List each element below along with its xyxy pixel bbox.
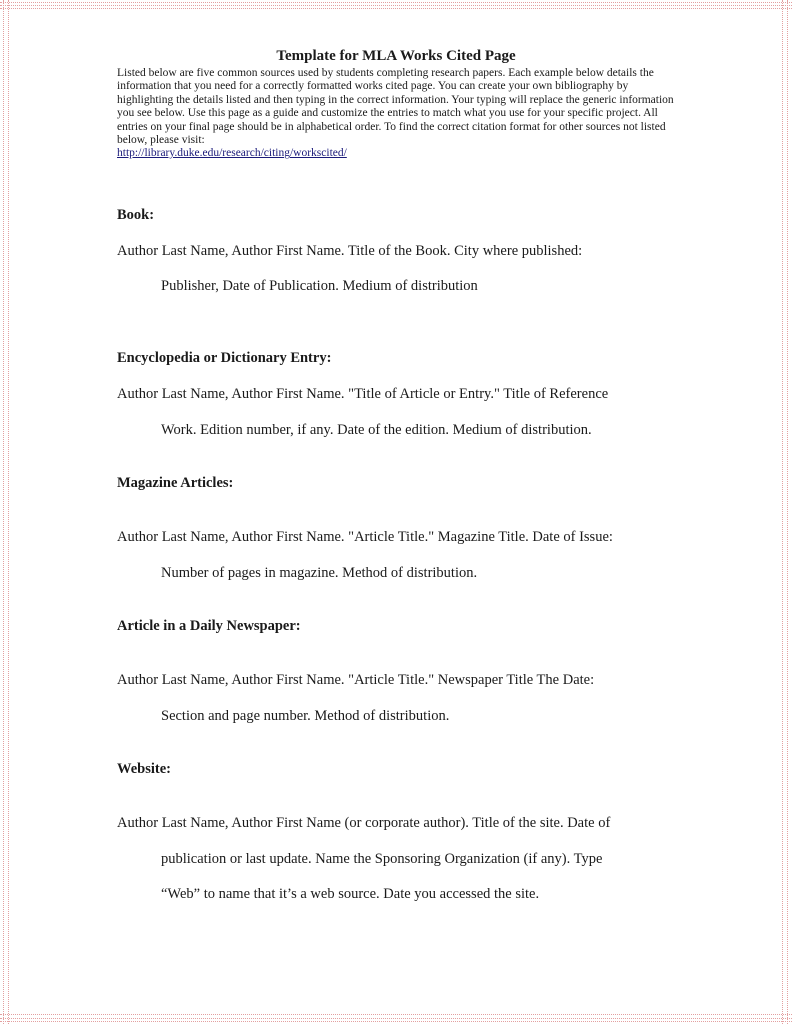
website-entry-line-3: “Web” to name that it’s a web source. Date you accessed the site. (161, 886, 540, 902)
book-entry-line-1: Author Last Name, Author First Name. Title of the Book. City where published: (117, 243, 583, 259)
encyclopedia-entry-line-1: Author Last Name, Author First Name. "Title of Article or Entry." Title of Reference (117, 386, 609, 402)
intro-text: Listed below are five common sources used by students completing research papers. Each example below details the information that you need for a correctly formatted works cited page. You can create your own bibliography by highlighting the details listed and then typing in the correct information. Your typing will replace the generic information you see below. Use this page as a guide and customize the entries to match what you use for your specific project. All entries on your final page should be in alphabetical order. To find the correct citation format for other sources not listed below, please visit: (117, 67, 674, 147)
bottom-grid-margin (0, 1014, 792, 1023)
page-title: Template for MLA Works Cited Page (276, 48, 516, 64)
section-heading-magazine: Magazine Articles: (117, 475, 234, 491)
section-heading-encyclopedia: Encyclopedia or Dictionary Entry: (117, 350, 332, 366)
right-grid-margin (782, 0, 791, 1024)
website-entry-line-1: Author Last Name, Author First Name (or corporate author). Title of the site. Date of (117, 815, 611, 831)
website-entry-line-2: publication or last update. Name the Sponsoring Organization (if any). Type (161, 851, 603, 867)
left-grid-margin (0, 0, 9, 1024)
section-heading-book: Book: (117, 207, 155, 223)
section-heading-website: Website: (117, 761, 171, 777)
newspaper-entry-line-2: Section and page number. Method of distribution. (161, 708, 450, 724)
magazine-entry-line-2: Number of pages in magazine. Method of distribution. (161, 565, 478, 581)
intro-paragraph (117, 67, 677, 161)
magazine-entry-line-1: Author Last Name, Author First Name. "Article Title." Magazine Title. Date of Issue: (117, 529, 613, 545)
citing-guide-link[interactable]: http://library.duke.edu/research/citing/workscited/ (117, 147, 347, 160)
book-entry-line-2: Publisher, Date of Publication. Medium of distribution (161, 278, 478, 294)
encyclopedia-entry-line-2: Work. Edition number, if any. Date of the edition. Medium of distribution. (161, 422, 592, 438)
section-heading-newspaper: Article in a Daily Newspaper: (117, 618, 301, 634)
newspaper-entry-line-1: Author Last Name, Author First Name. "Article Title." Newspaper Title The Date: (117, 672, 595, 688)
top-grid-margin (0, 0, 792, 9)
